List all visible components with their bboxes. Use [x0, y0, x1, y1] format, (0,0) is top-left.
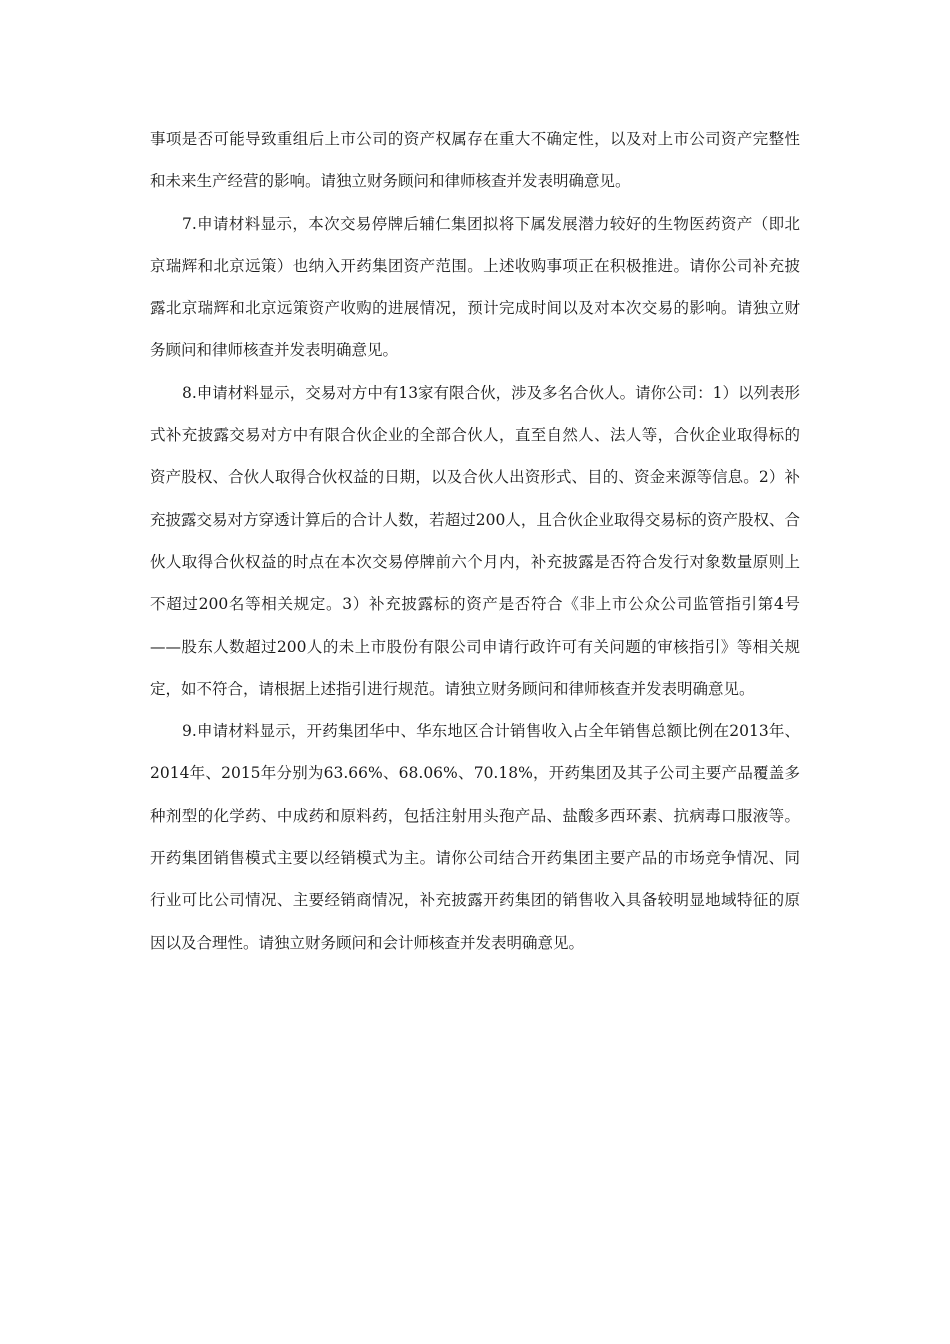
document-body: [150, 118, 800, 964]
paragraph-item-7: 7.申请材料显示，本次交易停牌后辅仁集团拟将下属发展潜力较好的生物医药资产（即北京瑞辉和北京远策）也纳入开药集团资产范围。上述收购事项正在积极推进。请你公司补充披露北京瑞辉和北京远策资产收购的进展情况，预计完成时间以及对本次交易的影响。请独立财务顾问和律师核查并发表明确意见。: [150, 214, 800, 360]
paragraph-item-9: 9.申请材料显示，开药集团华中、华东地区合计销售收入占全年销售总额比例在2013年、2014年、2015年分别为63.66%、68.06%、70.18%，开药集团及其子公司主要产品覆盖多种剂型的化学药、中成药和原料药，包括注射用头孢产品、盐酸多西环素、抗病毒口服液等。开药集团销售模式主要以经销模式为主。请你公司结合开药集团主要产品的市场竞争情况、同行业可比公司情况、主要经销商情况，补充披露开药集团的销售收入具备较明显地域特征的原因以及合理性。请独立财务顾问和会计师核查并发表明确意见。: [150, 722, 800, 952]
paragraph-continuation: 事项是否可能导致重组后上市公司的资产权属存在重大不确定性，以及对上市公司资产完整性和未来生产经营的影响。请独立财务顾问和律师核查并发表明确意见。: [150, 130, 800, 191]
paragraph-item-8: 8.申请材料显示，交易对方中有13家有限合伙，涉及多名合伙人。请你公司：1）以列表形式补充披露交易对方中有限合伙企业的全部合伙人，直至自然人、法人等，合伙企业取得标的资产股权、合伙人取得合伙权益的日期，以及合伙人出资形式、目的、资金来源等信息。2）补充披露交易对方穿透计算后的合计人数，若超过200人，且合伙企业取得交易标的资产股权、合伙人取得合伙权益的时点在本次交易停牌前六个月内，补充披露是否符合发行对象数量原则上不超过200名等相关规定。3）补充披露标的资产是否符合《非上市公众公司监管指引第4号——股东人数超过200人的未上市股份有限公司申请行政许可有关问题的审核指引》等相关规定，如不符合，请根据上述指引进行规范。请独立财务顾问和律师核查并发表明确意见。: [150, 383, 800, 698]
